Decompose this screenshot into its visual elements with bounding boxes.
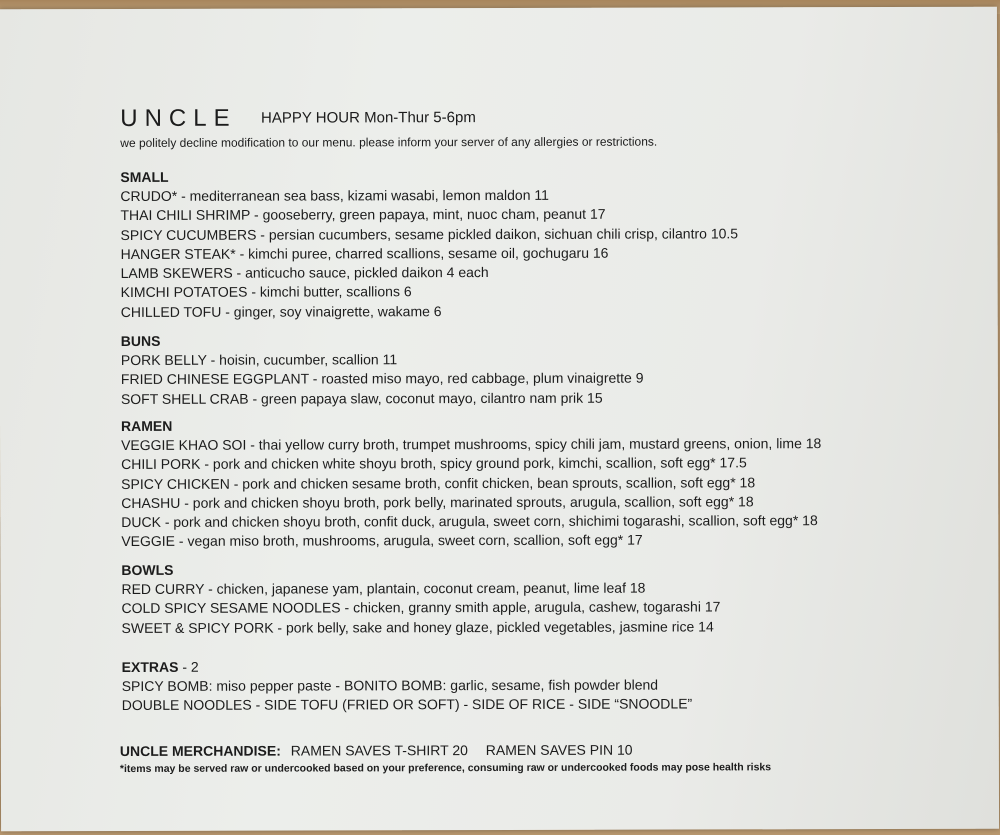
menu-item: DUCK - pork and chicken shoyu broth, confit duck, arugula, sweet corn, shichimi togarashi, scallion, soft egg* 18 [121, 512, 818, 531]
menu-item: THAI CHILI SHRIMP - gooseberry, green papaya, mint, nuoc cham, peanut 17 [120, 206, 606, 224]
section-title: BOWLS [121, 561, 174, 578]
section-small [120, 165, 738, 322]
merchandise-item: RAMEN SAVES PIN 10 [485, 741, 633, 759]
menu-item: FRIED CHINESE EGGPLANT - roasted miso mayo, red cabbage, plum vinaigrette 9 [120, 369, 644, 388]
menu-item: VEGGIE KHAO SOI - thai yellow curry broth, trumpet mushrooms, spicy chili jam, mustard greens, onion, lime 18 [121, 435, 822, 453]
menu-item: DOUBLE NOODLES - SIDE TOFU (FRIED OR SOFT) - SIDE OF RICE - SIDE “SNOODLE” [121, 695, 693, 714]
menu-item: VEGGIE - vegan miso broth, mushrooms, arugula, sweet corn, scallion, soft egg* 17 [121, 532, 643, 550]
happy-hour: HAPPY HOUR Mon-Thur 5-6pm [261, 109, 476, 127]
menu-item: KIMCHI POTATOES - kimchi butter, scallions 6 [120, 283, 412, 301]
menu-item: SPICY BOMB: miso pepper paste - BONITO BOMB: garlic, sesame, fish powder blend [121, 676, 659, 694]
menu-item: SWEET & SPICY PORK - pork belly, sake and honey glaze, pickled vegetables, jasmine rice 14 [121, 618, 714, 636]
menu-item: PORK BELLY - hoisin, cucumber, scallion 11 [120, 351, 398, 368]
menu-item: CRUDO* - mediterranean sea bass, kizami wasabi, lemon maldon 11 [120, 186, 549, 204]
section-title: BUNS [120, 332, 161, 349]
menu-item: SOFT SHELL CRAB - green papaya slaw, coconut mayo, cilantro nam prik 15 [120, 389, 603, 407]
brand-name: UNCLE [120, 104, 237, 132]
menu-item: RED CURRY - chicken, japanese yam, plantain, coconut cream, peanut, lime leaf 18 [121, 579, 646, 597]
menu-item: HANGER STEAK* - kimchi puree, charred scallions, sesame oil, gochugaru 16 [120, 244, 609, 262]
menu-item: CHILI PORK - pork and chicken white shoyu broth, spicy ground pork, kimchi, scallion, soft egg* 17.5 [121, 454, 747, 473]
section-extras [122, 655, 693, 715]
section-bowls [121, 558, 720, 637]
section-title: SMALL [120, 168, 169, 185]
extras-title: EXTRAS [121, 658, 179, 675]
section-buns [121, 330, 644, 409]
section-title: RAMEN [120, 417, 173, 434]
menu-header [120, 104, 476, 133]
menu-item: LAMB SKEWERS - anticucho sauce, pickled daikon 4 each [120, 264, 489, 282]
menu-sheet [0, 7, 999, 832]
extras-price: - 2 [178, 658, 199, 675]
raw-food-disclaimer: *items may be served raw or undercooked based on your preference, consuming raw or undercooked foods may pose health risks [119, 761, 772, 775]
modification-notice: we politely decline modification to our menu. please inform your server of any allergies or restrictions. [120, 134, 658, 150]
menu-item: SPICY CUCUMBERS - persian cucumbers, sesame pickled daikon, sichuan chili crisp, cilantro 10.5 [120, 224, 739, 243]
merchandise-label: UNCLE MERCHANDISE: [119, 742, 281, 759]
section-ramen [121, 414, 822, 552]
menu-item: CHASHU - pork and chicken shoyu broth, pork belly, marinated sprouts, arugula, scallion, soft egg* 18 [121, 493, 754, 511]
menu-item: CHILLED TOFU - ginger, soy vinaigrette, wakame 6 [120, 302, 442, 320]
merchandise-line [120, 742, 633, 759]
merchandise-item: RAMEN SAVES T-SHIRT 20 [290, 742, 468, 759]
menu-item: COLD SPICY SESAME NOODLES - chicken, granny smith apple, arugula, cashew, togarashi 17 [121, 598, 721, 617]
menu-item: SPICY CHICKEN - pork and chicken sesame broth, confit chicken, bean sprouts, scallion, soft egg* 18 [121, 473, 756, 492]
section-title [122, 655, 692, 676]
